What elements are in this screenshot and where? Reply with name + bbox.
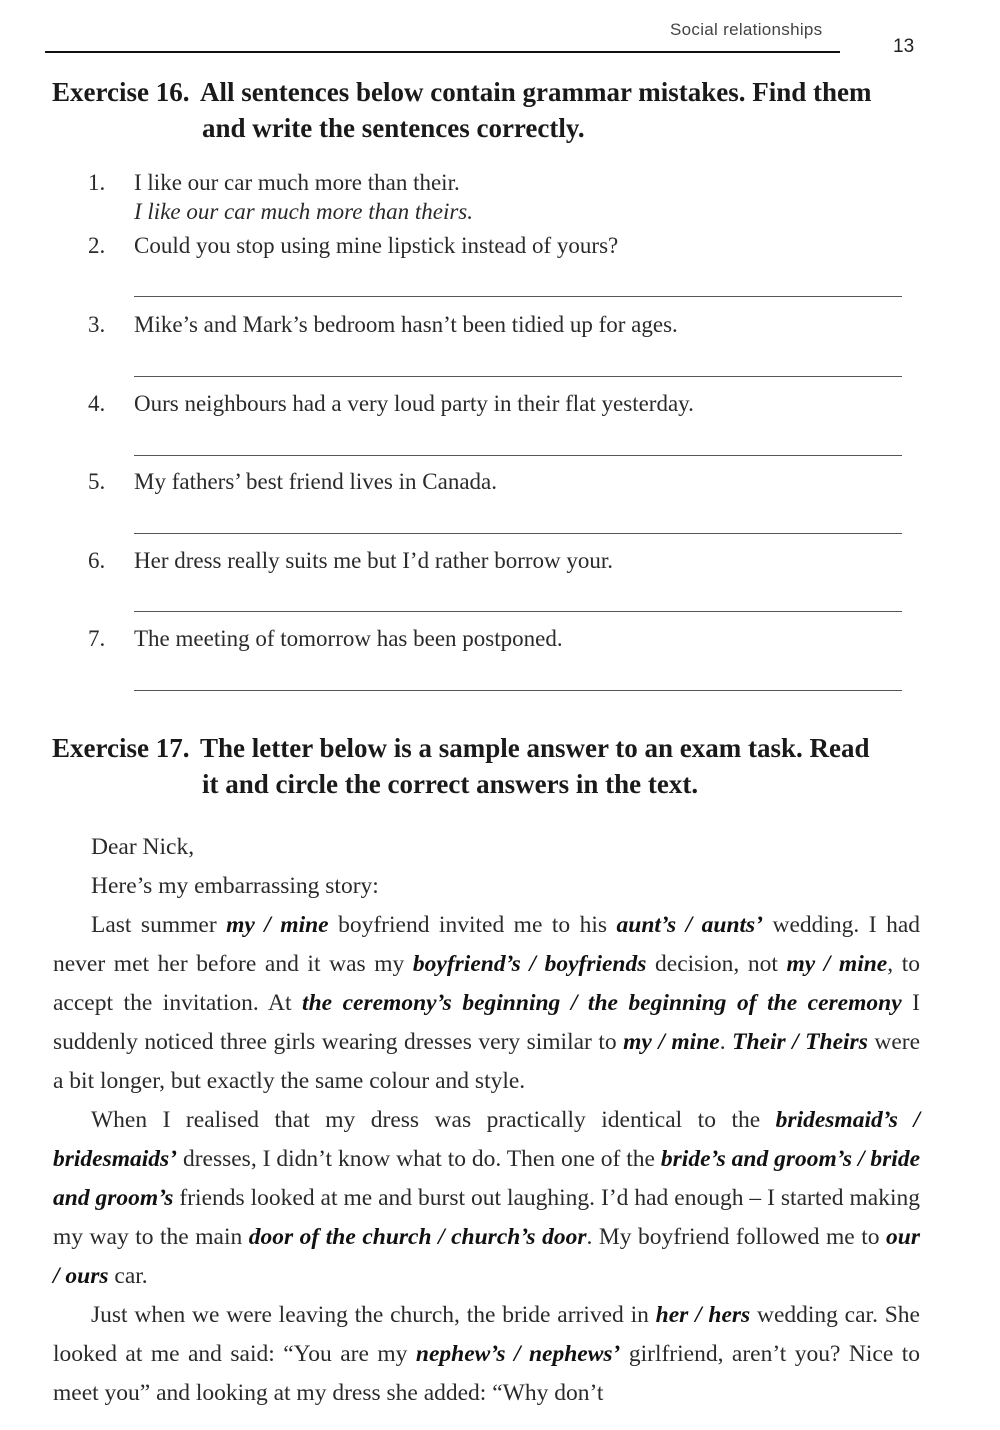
choice-option[interactable]: my / mine: [226, 912, 329, 938]
list-item: 3. Mike’s and Mark’s bedroom hasn’t been tidied up for ages.: [88, 312, 678, 337]
choice-option[interactable]: Their / Theirs: [732, 1029, 868, 1055]
list-item: 1. I like our car much more than their.: [88, 170, 460, 195]
answer-line[interactable]: [134, 376, 902, 377]
list-item: 7. The meeting of tomorrow has been postponed.: [88, 626, 563, 651]
letter-text: [53, 828, 920, 1413]
list-item: 2. Could you stop using mine lipstick instead of yours?: [88, 233, 619, 258]
exercise-16-heading: [52, 74, 932, 146]
choice-option[interactable]: the ceremony’s beginning / the beginning of the ceremony: [302, 990, 902, 1016]
exercise-17-instruction-1: The letter below is a sample answer to an exam task. Read: [200, 733, 870, 763]
letter-paragraph-3: Just when we were leaving the church, the bride arrived in her / hers wedding car. She looked at me and said: “You are my nephew’s / nephews’ girlfriend, aren’t you? Nice to meet you” and looking at my dress she added: “Why don’t: [53, 1302, 920, 1406]
exercise-16-instruction-1: All sentences below contain grammar mistakes. Find them: [200, 77, 872, 107]
list-item: 6. Her dress really suits me but I’d rather borrow your.: [88, 548, 614, 573]
answer-line[interactable]: [134, 690, 902, 691]
choice-option[interactable]: my / mine: [786, 951, 888, 977]
answer-line[interactable]: [134, 533, 902, 534]
exercise-17-label: Exercise 17.: [52, 733, 190, 763]
letter-greeting: Dear Nick,: [91, 834, 195, 860]
list-item: 4. Ours neighbours had a very loud party in their flat yesterday.: [88, 391, 694, 416]
choice-option[interactable]: our / ours: [53, 1224, 920, 1289]
header-rule: [45, 51, 840, 53]
choice-option[interactable]: bride’s and groom’s / bride and groom’s: [53, 1146, 920, 1211]
choice-option[interactable]: her / hers: [655, 1302, 751, 1328]
header-title: Social relationships: [670, 20, 823, 39]
answer-line[interactable]: [134, 296, 902, 297]
letter-paragraph-2: When I realised that my dress was practically identical to the bridesmaid’s / bridesmaids’ dresses, I didn’t know what to do. Then one of the bride’s and groom’s / bride and groom’s friends looked at me and burst out laughing. I’d had enough – I started making my way to the main door of the church / church’s door. My boyfriend followed me to our / ours car.: [53, 1107, 920, 1289]
choice-option[interactable]: boyfriend’s / boyfriends: [412, 951, 647, 977]
exercise-16-instruction-2: and write the sentences correctly.: [202, 113, 585, 143]
letter-intro: Here’s my embarrassing story:: [91, 873, 379, 899]
letter-paragraph-1: Last summer my / mine boyfriend invited me to his aunt’s / aunts’ wedding. I had never met her before and it was my boyfriend’s / boyfriends decision, not my / mine, to accept the invitation. At the ceremony’s beginning / the beginning of the ceremony I suddenly noticed three girls wearing dresses very similar to my / mine. Their / Theirs were a bit longer, but exactly the same colour and style.: [53, 912, 921, 1094]
choice-option[interactable]: aunt’s / aunts’: [616, 912, 764, 938]
choice-option[interactable]: bridesmaid’s / bridesmaids’: [53, 1107, 920, 1172]
exercise-16-label: Exercise 16.: [52, 77, 190, 107]
list-item: 5. My fathers’ best friend lives in Canada.: [88, 469, 497, 494]
choice-option[interactable]: my / mine: [623, 1029, 720, 1055]
example-answer: I like our car much more than theirs.: [134, 199, 473, 224]
page-number: 13: [893, 36, 915, 57]
answer-line[interactable]: [134, 611, 902, 612]
choice-option[interactable]: door of the church / church’s door: [248, 1224, 587, 1250]
answer-line[interactable]: [134, 455, 902, 456]
exercise-17-heading: [52, 730, 932, 802]
choice-option[interactable]: nephew’s / nephews’: [415, 1341, 621, 1367]
exercise-17-instruction-2: it and circle the correct answers in the text.: [202, 769, 699, 799]
